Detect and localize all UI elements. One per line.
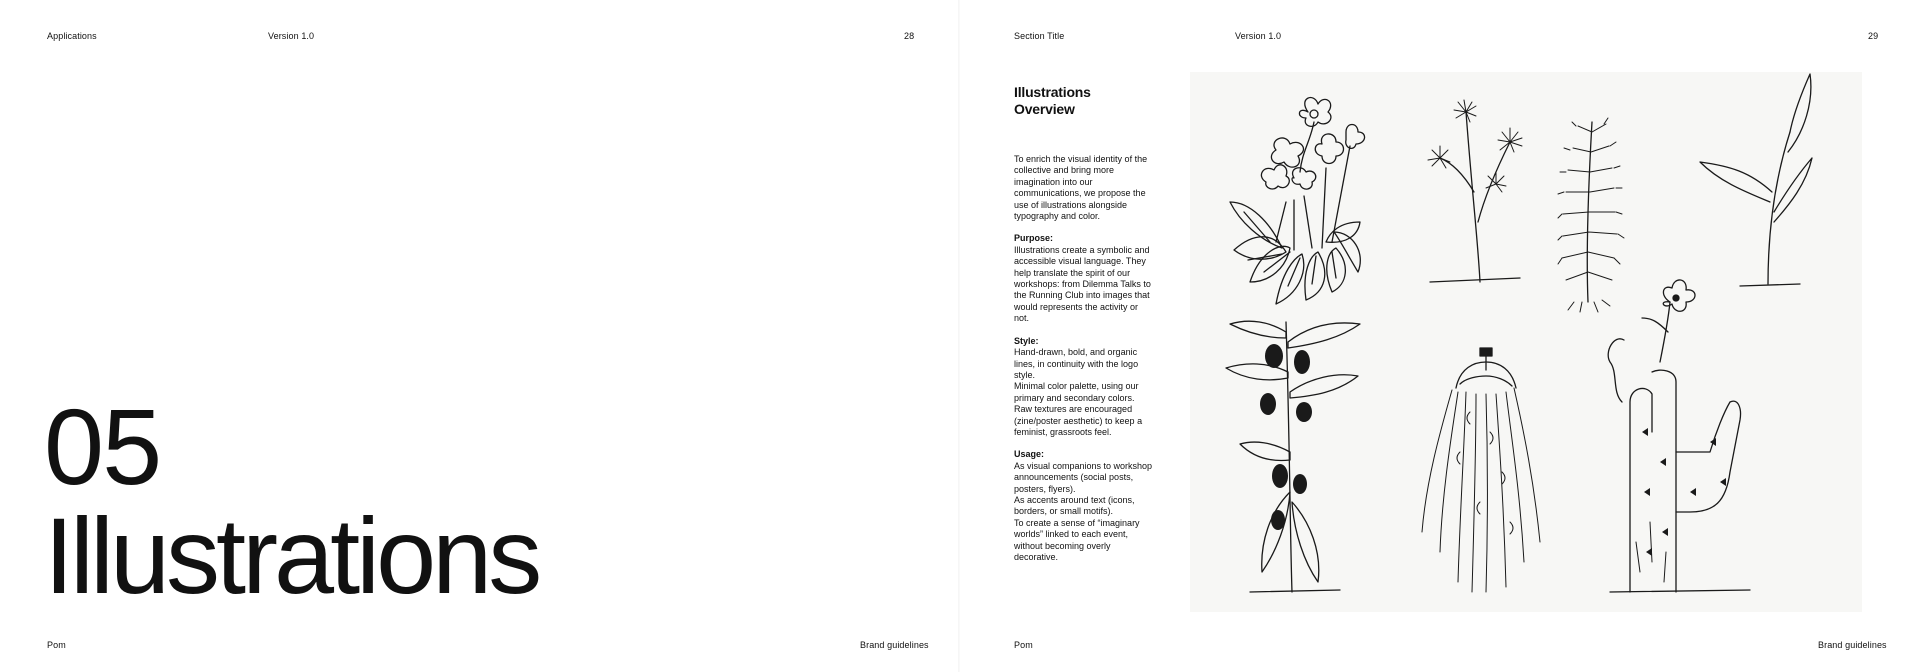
hanging-plant-drawing: [1422, 348, 1540, 592]
purpose-label: Purpose:: [1014, 233, 1054, 244]
chapter-number: 05: [44, 386, 161, 507]
purpose-text: Illustrations create a symbolic and accessible visual language. They help translate the spirit of our workshops: from Dilemma Talks to the Running Club into images that would represents the activity or not.: [1014, 244, 1151, 324]
style-text-2: Minimal color palette, using our primary and secondary colors.: [1014, 381, 1139, 403]
dandelion-drawing: [1428, 100, 1522, 282]
page-number: 29: [1868, 31, 1879, 41]
running-header-section: Section Title: [1014, 31, 1065, 41]
cactus-drawing: [1608, 280, 1750, 592]
chapter-title: Illustrations: [44, 495, 539, 616]
heading-line-1: Illustrations: [1014, 84, 1091, 100]
footer-document-name: Brand guidelines: [860, 640, 929, 650]
style-block: [1014, 336, 1154, 439]
berry-plant-drawing: [1226, 321, 1360, 592]
usage-text-3: To create a sense of “imaginary worlds” linked to each event, without becoming overly decorative.: [1014, 517, 1140, 562]
heading-line-2: Overview: [1014, 101, 1075, 117]
usage-label: Usage:: [1014, 449, 1045, 460]
footer-brand: Pom: [47, 640, 66, 650]
usage-text-1: As visual companions to workshop announcements (social posts, posters, flyers).: [1014, 460, 1153, 494]
running-header-version: Version 1.0: [268, 31, 315, 41]
style-text-3: Raw textures are encouraged (zine/poster aesthetic) to keep a feminist, grassroots feel.: [1014, 404, 1143, 437]
illustration-sheet: [1190, 72, 1862, 612]
sprout-drawing: [1700, 74, 1812, 286]
section-heading: [1014, 84, 1154, 118]
usage-block: [1014, 449, 1154, 563]
usage-text-2: As accents around text (icons, borders, or small motifs).: [1014, 494, 1135, 517]
style-label: Style:: [1014, 335, 1039, 346]
footer-brand: Pom: [1014, 640, 1033, 650]
body-text-column: [1014, 154, 1154, 574]
style-text-1: Hand-drawn, bold, and organic lines, in continuity with the logo style.: [1014, 347, 1139, 380]
spiky-herb-drawing: [1558, 118, 1624, 312]
purpose-block: [1014, 233, 1154, 324]
intro-paragraph: To enrich the visual identity of the collective and bring more imagination into our communications, we propose the use of illustrations alongside typography and color.: [1014, 154, 1148, 222]
running-header-section: Applications: [47, 31, 97, 41]
flower-bouquet-drawing: [1230, 98, 1365, 304]
hand-drawn-plants-illustration: [1190, 72, 1862, 612]
page-number: 28: [904, 31, 915, 41]
footer-document-name: Brand guidelines: [1818, 640, 1887, 650]
running-header-version: Version 1.0: [1235, 31, 1282, 41]
